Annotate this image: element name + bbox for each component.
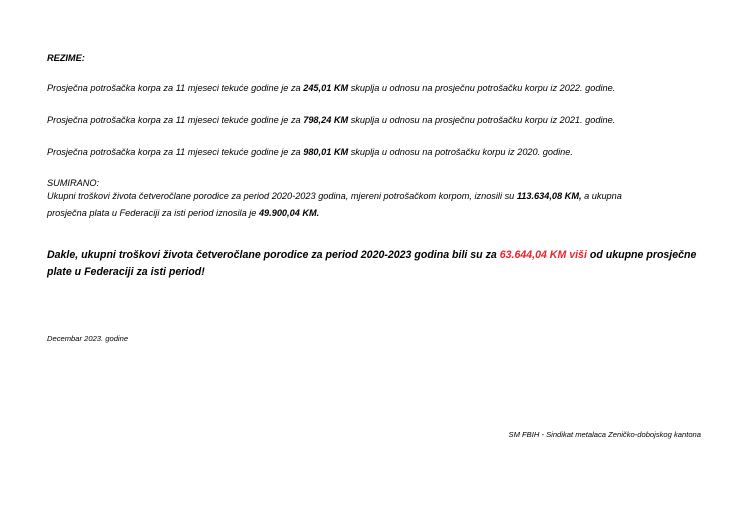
paragraph-value: 980,01 KM — [303, 147, 349, 157]
paragraph-2021-comparison — [47, 114, 615, 126]
summary-text: a ukupna — [581, 191, 622, 201]
paragraph-value: 798,24 KM — [303, 115, 349, 125]
paragraph-text: Prosječna potrošačka korpa za 11 mjeseci tekuće godine je za — [47, 115, 304, 125]
paragraph-text: Prosječna potrošačka korpa za 11 mjeseci tekuće godine je za — [47, 147, 304, 157]
paragraph-text: skuplja u odnosu na prosječnu potrošačku korpu iz 2022. godine. — [348, 83, 616, 93]
paragraph-text: skuplja u odnosu na potrošačku korpu iz 2020. godine. — [348, 147, 573, 157]
conclusion-line-1 — [47, 248, 696, 262]
summary-heading: SUMIRANO: — [47, 178, 100, 188]
paragraph-text: Prosječna potrošačka korpa za 11 mjeseci tekuće godine je za — [47, 83, 304, 93]
paragraph-2020-comparison — [47, 146, 573, 158]
conclusion-line-2: plate u Federaciji za isti period! — [47, 266, 205, 278]
paragraph-text: skuplja u odnosu na prosječnu potrošačku korpu iz 2021. godine. — [348, 115, 616, 125]
summary-line-2 — [47, 207, 319, 219]
summary-total-cost: 113.634,08 KM, — [516, 191, 582, 201]
conclusion-highlight: 63.644,04 KM viši — [499, 249, 587, 261]
document-date: Decembar 2023. godine — [47, 334, 129, 343]
summary-text: prosječna plata u Federaciji za isti period iznosila je — [47, 208, 259, 218]
summary-text: Ukupni troškovi života četveročlane porodice za period 2020-2023 godina, mjereni potrošačkom korpom, iznosili su — [47, 191, 517, 201]
conclusion-text: Dakle, ukupni troškovi života četveročlane porodice za period 2020-2023 godina bili su za — [47, 249, 500, 261]
section-title: REZIME: — [47, 53, 85, 63]
summary-line-1 — [47, 190, 622, 202]
paragraph-value: 245,01 KM — [303, 83, 349, 93]
conclusion-text: od ukupne prosječne — [586, 249, 697, 261]
summary-total-salary: 49.900,04 KM. — [258, 208, 320, 218]
footer-signature: SM FBIH - Sindikat metalaca Zeničko-dobojskog kantona — [508, 430, 701, 439]
paragraph-2022-comparison — [47, 82, 615, 94]
